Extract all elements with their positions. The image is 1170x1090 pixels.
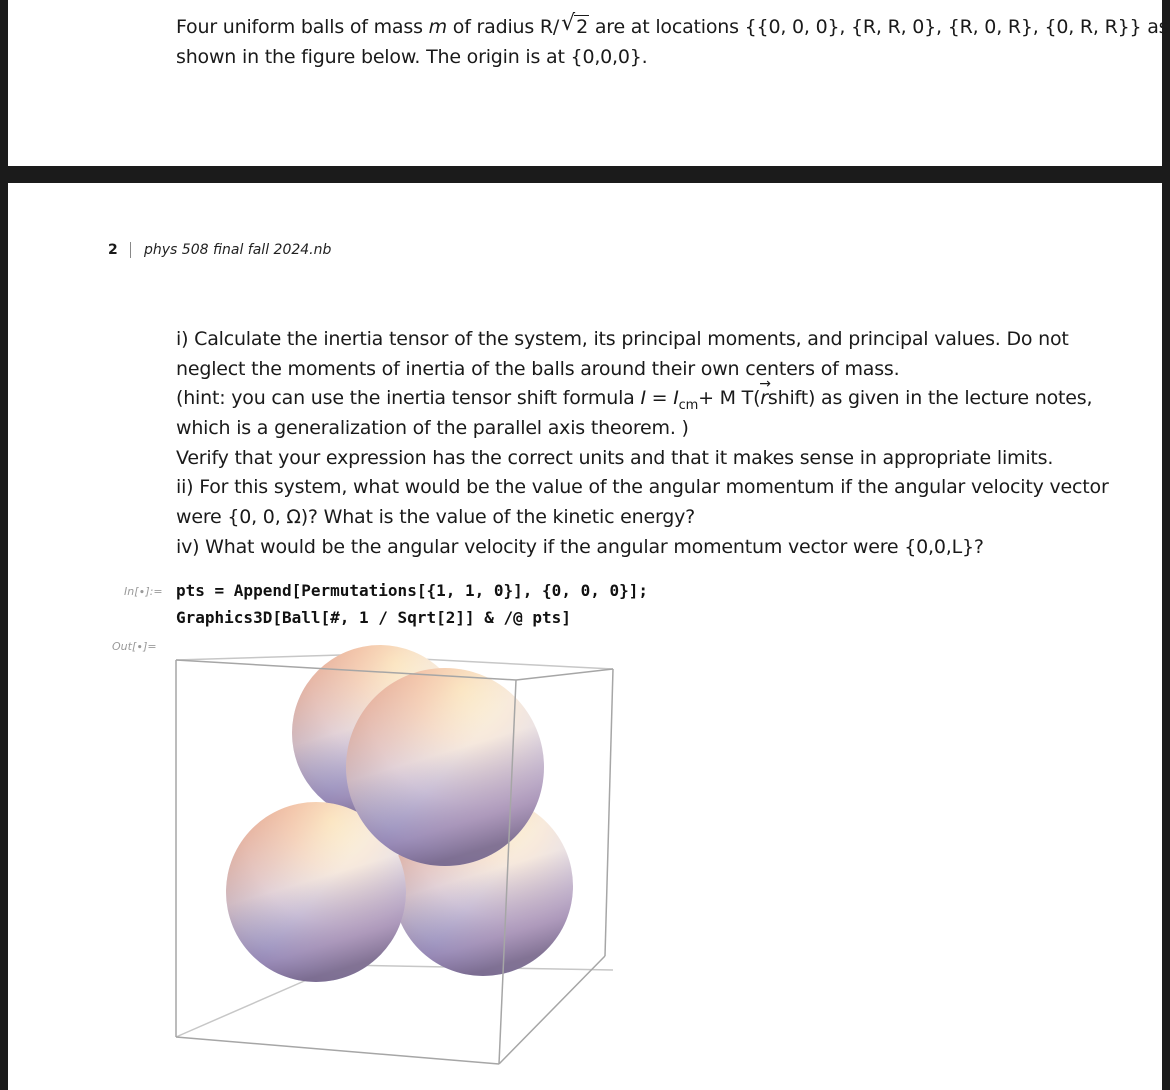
intro-line-1: Four uniform balls of mass m of radius R/ √ 2 are at locations {{0, 0, 0}, {R, R, 0}, {R, 0, R}, {0, R, R}} as xyxy=(176,12,1168,42)
input-code-line-1[interactable]: pts = Append[Permutations[{1, 1, 0}], {0, 0, 0}]; xyxy=(176,581,649,600)
vector-r: → r xyxy=(760,383,768,413)
problem-line-2: neglect the moments of inertia of the balls around their own centers of mass. xyxy=(176,358,900,380)
page-header xyxy=(108,242,331,258)
problem-line-8: iv) What would be the angular velocity if the angular momentum vector were {0,0,L}? xyxy=(176,536,984,558)
problem-line-5: Verify that your expression has the correct units and that it makes sense in appropriate limits. xyxy=(176,447,1054,469)
problem-line-3: (hint: you can use the inertia tensor shift formula $I = I_{cm}+ M$ T(→ rshift) as given in the lecture notes, xyxy=(176,383,1092,421)
header-divider xyxy=(130,242,131,258)
ball-top-front xyxy=(346,668,544,866)
input-code-line-2[interactable]: Graphics3D[Ball[#, 1 / Sqrt[2]] & /@ pts] xyxy=(176,608,571,627)
problem-line-7: were {0, 0, Ω)? What is the value of the kinetic energy? xyxy=(176,506,696,528)
intro-line-2: shown in the figure below. The origin is at {0,0,0}. xyxy=(176,46,648,68)
output-cell-label: Out[∙]= xyxy=(112,640,157,653)
problem-line-6: ii) For this system, what would be the value of the angular momentum if the angular velocity vector xyxy=(176,476,1109,498)
graphics3d-output[interactable] xyxy=(160,640,630,1080)
notebook-file-name: phys 508 final fall 2024.nb xyxy=(144,242,332,258)
sqrt-symbol: √ 2 xyxy=(561,11,588,38)
page-number: 2 xyxy=(108,242,118,258)
problem-line-1: i) Calculate the inertia tensor of the system, its principal moments, and principal values. Do not xyxy=(176,328,1069,350)
problem-line-4: which is a generalization of the parallel axis theorem. ) xyxy=(176,417,689,439)
input-cell-label: In[∙]:= xyxy=(124,585,163,598)
